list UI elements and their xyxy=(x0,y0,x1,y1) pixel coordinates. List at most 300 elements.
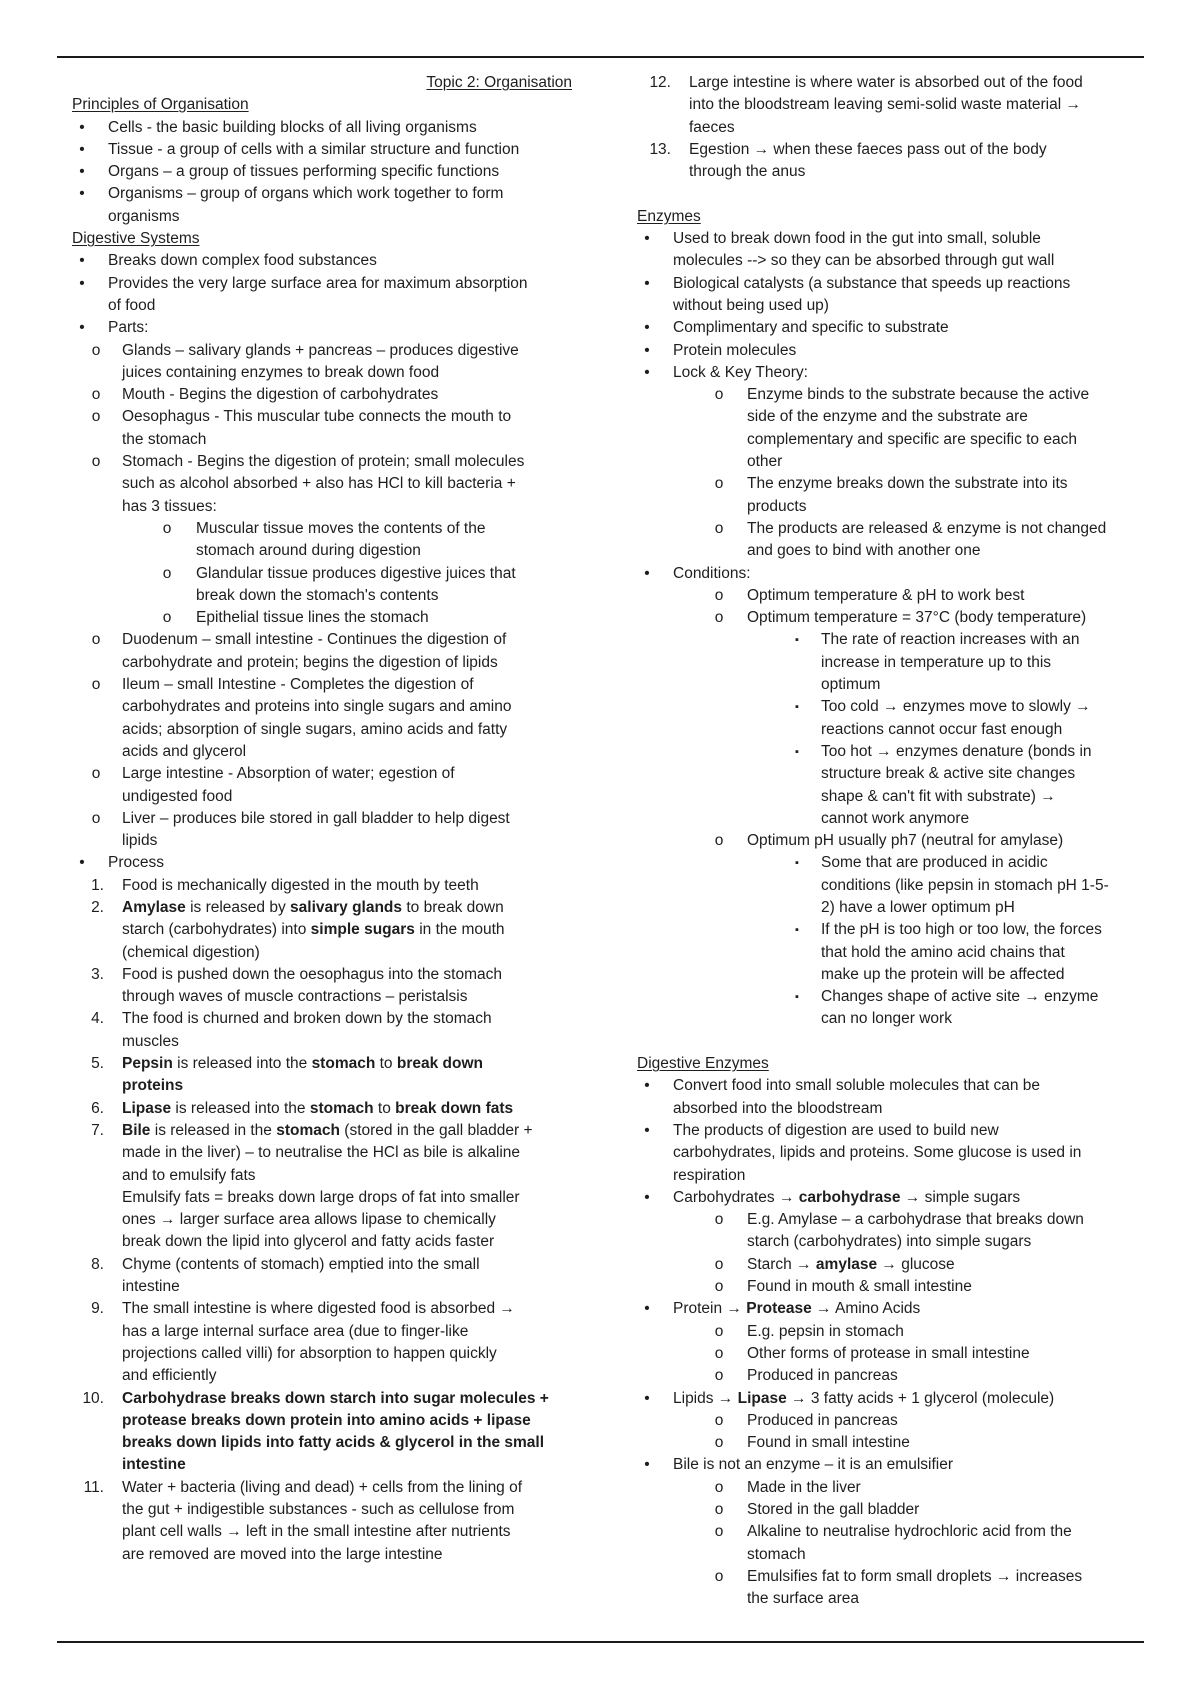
item-text: through waves of muscle contractions – peristalsis xyxy=(122,988,468,1006)
bottom-rule xyxy=(57,1641,1144,1643)
item-text: Epithelial tissue lines the stomach xyxy=(196,609,429,627)
continuation-line xyxy=(72,1321,572,1343)
sub-bullet-item xyxy=(72,808,572,830)
circle-bullet-icon: o xyxy=(162,564,172,582)
item-text: Ileum – small Intestine - Completes the digestion of xyxy=(122,676,474,694)
item-text: ones → larger surface area allows lipase to chemically xyxy=(122,1211,496,1229)
continuation-line xyxy=(72,1365,572,1387)
item-text: The products of digestion are used to build new xyxy=(673,1121,999,1139)
circle-bullet-icon: o xyxy=(714,1278,724,1296)
item-text: increase in temperature up to this xyxy=(821,653,1052,671)
sub-bullet-item xyxy=(637,384,1137,406)
continuation-line xyxy=(72,473,572,495)
item-text: Protein molecules xyxy=(673,341,797,359)
sub-bullet-item xyxy=(72,518,572,540)
item-text: starch (carbohydrates) into simple sugars in the mouth xyxy=(122,921,505,939)
item-text: Protein → Protease → Amino Acids xyxy=(673,1300,921,1318)
numbered-item xyxy=(72,1388,572,1410)
item-text: products xyxy=(747,497,807,515)
item-text: Emulsify fats = breaks down large drops of fat into smaller xyxy=(122,1188,520,1206)
circle-bullet-icon: o xyxy=(714,1523,724,1541)
item-text: Duodenum – small intestine - Continues the digestion of xyxy=(122,631,507,649)
circle-bullet-icon: o xyxy=(714,519,724,537)
square-bullet-item xyxy=(637,629,1137,651)
item-number: 4. xyxy=(91,1010,104,1028)
bullet-item xyxy=(72,317,572,339)
bullet-item xyxy=(637,317,1137,339)
item-text: Found in small intestine xyxy=(747,1434,910,1452)
bullet-item xyxy=(637,563,1137,585)
bullet-item xyxy=(72,117,572,139)
item-text: stomach xyxy=(747,1545,806,1563)
circle-bullet-icon: o xyxy=(714,1344,724,1362)
item-text: Conditions: xyxy=(673,564,751,582)
item-text: such as alcohol absorbed + also has HCl to kill bacteria + xyxy=(122,475,516,493)
continuation-line xyxy=(72,1187,572,1209)
bullet-icon: • xyxy=(79,118,85,136)
item-text: Large intestine is where water is absorbed out of the food xyxy=(689,74,1083,91)
item-text: Tissue - a group of cells with a similar structure and function xyxy=(108,140,520,158)
continuation-line xyxy=(72,741,572,763)
circle-bullet-icon: o xyxy=(714,1567,724,1585)
numbered-item xyxy=(72,1254,572,1276)
item-text: the gut + indigestible substances - such as cellulose from xyxy=(122,1501,515,1518)
item-text: Produced in pancreas xyxy=(747,1411,898,1429)
item-text: Food is mechanically digested in the mouth by teeth xyxy=(122,876,479,894)
item-text: Glands – salivary glands + pancreas – produces digestive xyxy=(122,341,519,359)
continuation-line xyxy=(72,1454,572,1476)
continuation-line xyxy=(637,161,1137,183)
bullet-icon: • xyxy=(644,1077,650,1095)
item-text: Produced in pancreas xyxy=(747,1367,898,1385)
item-text: Food is pushed down the oesophagus into the stomach xyxy=(122,965,503,983)
item-text: proteins xyxy=(122,1077,184,1095)
item-text: Other forms of protease in small intestine xyxy=(747,1344,1030,1362)
numbered-item xyxy=(72,875,572,897)
item-text: Biological catalysts (a substance that speeds up reactions xyxy=(673,274,1071,292)
square-bullet-icon: ▪ xyxy=(795,701,799,714)
continuation-line xyxy=(72,1432,572,1454)
item-text: and efficiently xyxy=(122,1367,217,1385)
item-text: Parts: xyxy=(108,319,149,337)
item-text: Too cold → enzymes move to slowly → xyxy=(821,698,1091,716)
continuation-line xyxy=(72,1521,572,1543)
continuation-line xyxy=(637,942,1137,964)
numbered-item xyxy=(72,1477,572,1499)
section-heading-text: Enzymes xyxy=(637,207,701,225)
bullet-icon: • xyxy=(644,341,650,359)
page-title xyxy=(72,72,572,94)
circle-bullet-icon: o xyxy=(714,832,724,850)
continuation-line xyxy=(72,1343,572,1365)
continuation-line xyxy=(72,1209,572,1231)
circle-bullet-icon: o xyxy=(714,1478,724,1496)
square-bullet-item xyxy=(637,986,1137,1008)
item-text: The enzyme breaks down the substrate into its xyxy=(747,475,1068,493)
item-text: protease breaks down protein into amino acids + lipase xyxy=(122,1411,531,1429)
continuation-line xyxy=(72,719,572,741)
sub-bullet-item xyxy=(637,1521,1137,1543)
circle-bullet-icon: o xyxy=(714,1411,724,1429)
item-number: 5. xyxy=(91,1055,104,1073)
item-text: E.g. pepsin in stomach xyxy=(747,1322,904,1340)
continuation-line xyxy=(637,875,1137,897)
item-text: made in the liver) – to neutralise the HCl as bile is alkaline xyxy=(122,1144,521,1162)
item-text: The products are released & enzyme is not changed xyxy=(747,519,1107,537)
item-text: Stored in the gall bladder xyxy=(747,1501,920,1518)
item-text: Stomach - Begins the digestion of protein; small molecules xyxy=(122,453,525,471)
circle-bullet-icon: o xyxy=(91,341,101,359)
item-text: Liver – produces bile stored in gall bladder to help digest xyxy=(122,809,510,827)
item-text: lipids xyxy=(122,832,158,850)
item-text: Oesophagus - This muscular tube connects the mouth to xyxy=(122,408,512,426)
bullet-item xyxy=(637,1120,1137,1142)
circle-bullet-icon: o xyxy=(714,609,724,627)
item-text: carbohydrates, lipids and proteins. Some glucose is used in xyxy=(673,1144,1082,1162)
item-text: Pepsin is released into the stomach to break down xyxy=(122,1055,483,1073)
item-number: 11. xyxy=(83,1478,104,1496)
item-text: E.g. Amylase – a carbohydrase that breaks down xyxy=(747,1211,1084,1229)
continuation-line xyxy=(72,1231,572,1253)
sub-bullet-item xyxy=(637,1343,1137,1365)
item-text: Found in mouth & small intestine xyxy=(747,1278,972,1296)
item-number: 2. xyxy=(91,898,104,916)
item-text: has 3 tissues: xyxy=(122,497,217,515)
item-text: Glandular tissue produces digestive juices that xyxy=(196,564,516,582)
item-number: 3. xyxy=(91,965,104,983)
spacer xyxy=(637,183,1137,205)
continuation-line xyxy=(72,830,572,852)
continuation-line xyxy=(637,1231,1137,1253)
bullet-item xyxy=(637,340,1137,362)
bullet-icon: • xyxy=(79,185,85,203)
item-text: Lipids → Lipase → 3 fatty acids + 1 glycerol (molecule) xyxy=(673,1389,1055,1407)
item-text: The small intestine is where digested food is absorbed → xyxy=(122,1300,515,1318)
continuation-line xyxy=(637,897,1137,919)
continuation-line xyxy=(72,1142,572,1164)
sub-bullet-item xyxy=(72,763,572,785)
continuation-line xyxy=(637,117,1137,139)
top-rule xyxy=(57,56,1144,58)
item-text: 2) have a lower optimum pH xyxy=(821,898,1015,916)
bullet-item xyxy=(72,183,572,205)
continuation-line xyxy=(72,696,572,718)
item-text: through the anus xyxy=(689,163,806,181)
sub-bullet-item xyxy=(637,1410,1137,1432)
left-column xyxy=(72,72,572,1566)
continuation-line xyxy=(637,496,1137,518)
item-text: Some that are produced in acidic xyxy=(821,854,1048,872)
numbered-item xyxy=(72,1298,572,1320)
continuation-line xyxy=(72,1165,572,1187)
item-text: Muscular tissue moves the contents of the xyxy=(196,519,486,537)
continuation-line xyxy=(72,496,572,518)
continuation-line xyxy=(637,1142,1137,1164)
continuation-line xyxy=(637,451,1137,473)
continuation-line xyxy=(637,1165,1137,1187)
continuation-line xyxy=(637,250,1137,272)
sub-bullet-item xyxy=(637,473,1137,495)
continuation-line xyxy=(72,429,572,451)
numbered-item xyxy=(637,139,1137,161)
item-text: intestine xyxy=(122,1278,180,1296)
circle-bullet-icon: o xyxy=(91,631,101,649)
continuation-line xyxy=(637,763,1137,785)
bullet-item xyxy=(637,1075,1137,1097)
continuation-line xyxy=(72,362,572,384)
item-text: Large intestine - Absorption of water; egestion of xyxy=(122,765,455,783)
item-text: complementary and specific are specific to each xyxy=(747,430,1077,448)
continuation-line xyxy=(637,719,1137,741)
continuation-line xyxy=(72,540,572,562)
bullet-item xyxy=(72,273,572,295)
section-heading xyxy=(72,94,572,116)
continuation-line xyxy=(637,1544,1137,1566)
numbered-item xyxy=(72,1120,572,1142)
sub-bullet-item xyxy=(637,1499,1137,1521)
item-text: Lock & Key Theory: xyxy=(673,363,808,381)
item-text: Made in the liver xyxy=(747,1478,861,1496)
sub-bullet-item xyxy=(72,607,572,629)
bullet-item xyxy=(637,1388,1137,1410)
circle-bullet-icon: o xyxy=(91,453,101,471)
item-text: carbohydrate and protein; begins the digestion of lipids xyxy=(122,653,498,671)
item-text: starch (carbohydrates) into simple sugars xyxy=(747,1233,1032,1251)
numbered-item xyxy=(72,1008,572,1030)
item-number: 6. xyxy=(91,1099,104,1117)
continuation-line xyxy=(72,585,572,607)
circle-bullet-icon: o xyxy=(714,586,724,604)
section-heading-text: Digestive Enzymes xyxy=(637,1055,769,1073)
page-title-text: Topic 2: Organisation xyxy=(426,74,572,91)
item-text: Chyme (contents of stomach) emptied into the small xyxy=(122,1255,480,1273)
bullet-item xyxy=(637,1187,1137,1209)
item-text: into the bloodstream leaving semi-solid waste material → xyxy=(689,96,1081,114)
item-text: of food xyxy=(108,296,156,314)
item-text: Bile is released in the stomach (stored in the gall bladder + xyxy=(122,1121,533,1139)
bullet-icon: • xyxy=(79,319,85,337)
item-text: muscles xyxy=(122,1032,179,1050)
circle-bullet-icon: o xyxy=(714,1367,724,1385)
sub-bullet-item xyxy=(637,1321,1137,1343)
item-text: undigested food xyxy=(122,787,233,805)
circle-bullet-icon: o xyxy=(714,386,724,404)
bullet-item xyxy=(637,1298,1137,1320)
numbered-item xyxy=(72,897,572,919)
item-text: juices containing enzymes to break down food xyxy=(122,363,440,381)
item-text: organisms xyxy=(108,207,180,225)
item-text: acids; absorption of single sugars, amino acids and fatty xyxy=(122,720,508,738)
item-text: Optimum temperature = 37°C (body temperature) xyxy=(747,609,1087,627)
sub-bullet-item xyxy=(72,674,572,696)
circle-bullet-icon: o xyxy=(714,1211,724,1229)
item-text: stomach around during digestion xyxy=(196,542,421,560)
bullet-icon: • xyxy=(644,274,650,292)
item-text: absorbed into the bloodstream xyxy=(673,1099,883,1117)
item-number: 8. xyxy=(91,1255,104,1273)
continuation-line xyxy=(637,786,1137,808)
sub-bullet-item xyxy=(637,1566,1137,1588)
item-number: 10. xyxy=(82,1389,104,1407)
item-text: Bile is not an enzyme – it is an emulsifier xyxy=(673,1456,953,1474)
continuation-line xyxy=(72,919,572,941)
sub-bullet-item xyxy=(72,629,572,651)
item-text: plant cell walls → left in the small intestine after nutrients xyxy=(122,1523,511,1541)
circle-bullet-icon: o xyxy=(714,1322,724,1340)
continuation-line xyxy=(72,1031,572,1053)
item-text: Optimum pH usually ph7 (neutral for amylase) xyxy=(747,832,1064,850)
item-text: Lipase is released into the stomach to break down fats xyxy=(122,1099,514,1117)
bullet-icon: • xyxy=(644,230,650,248)
section-heading xyxy=(637,1053,1137,1075)
continuation-line xyxy=(72,1499,572,1521)
item-text: Complimentary and specific to substrate xyxy=(673,319,949,337)
continuation-line xyxy=(72,1544,572,1566)
item-text: other xyxy=(747,453,783,471)
circle-bullet-icon: o xyxy=(162,519,172,537)
continuation-line xyxy=(72,786,572,808)
item-text: Organisms – group of organs which work together to form xyxy=(108,185,504,203)
section-heading xyxy=(72,228,572,250)
continuation-line xyxy=(637,1588,1137,1610)
item-text: and goes to bind with another one xyxy=(747,542,981,560)
sub-bullet-item xyxy=(637,518,1137,540)
bullet-icon: • xyxy=(644,1121,650,1139)
item-text: break down the lipid into glycerol and fatty acids faster xyxy=(122,1233,495,1251)
item-text: If the pH is too high or too low, the forces xyxy=(821,921,1102,939)
sub-bullet-item xyxy=(637,1276,1137,1298)
bullet-icon: • xyxy=(644,363,650,381)
sub-bullet-item xyxy=(72,563,572,585)
item-text: conditions (like pepsin in stomach pH 1-5- xyxy=(821,876,1109,894)
item-text: make up the protein will be affected xyxy=(821,965,1065,983)
right-column xyxy=(637,72,1137,1610)
sub-bullet-item xyxy=(72,451,572,473)
item-text: without being used up) xyxy=(673,296,829,314)
continuation-line xyxy=(637,652,1137,674)
circle-bullet-icon: o xyxy=(714,1255,724,1273)
square-bullet-item xyxy=(637,919,1137,941)
bullet-icon: • xyxy=(79,163,85,181)
item-number: 12. xyxy=(649,74,671,91)
item-text: The rate of reaction increases with an xyxy=(821,631,1080,649)
item-text: molecules --> so they can be absorbed through gut wall xyxy=(673,252,1055,270)
item-text: Emulsifies fat to form small droplets → increases xyxy=(747,1567,1083,1585)
bullet-item xyxy=(72,139,572,161)
item-text: reactions cannot occur fast enough xyxy=(821,720,1063,738)
item-text: (chemical digestion) xyxy=(122,943,260,961)
bullet-item xyxy=(72,161,572,183)
sub-bullet-item xyxy=(637,1365,1137,1387)
square-bullet-icon: ▪ xyxy=(795,634,799,647)
bullet-item xyxy=(72,250,572,272)
bullet-item xyxy=(637,1454,1137,1476)
bullet-icon: • xyxy=(644,1389,650,1407)
item-text: Amylase is released by salivary glands to break down xyxy=(122,898,504,916)
section-heading-text: Principles of Organisation xyxy=(72,96,249,114)
item-text: breaks down lipids into fatty acids & glycerol in the small xyxy=(122,1434,545,1452)
item-text: Starch → amylase → glucose xyxy=(747,1255,955,1273)
square-bullet-item xyxy=(637,741,1137,763)
item-text: Provides the very large surface area for maximum absorption xyxy=(108,274,528,292)
bullet-icon: • xyxy=(644,564,650,582)
bullet-icon: • xyxy=(79,274,85,292)
continuation-line xyxy=(72,986,572,1008)
item-text: Used to break down food in the gut into small, soluble xyxy=(673,230,1041,248)
numbered-item xyxy=(72,964,572,986)
item-text: projections called villi) for absorption to happen quickly xyxy=(122,1344,497,1362)
circle-bullet-icon: o xyxy=(714,1501,724,1518)
continuation-line xyxy=(637,964,1137,986)
sub-bullet-item xyxy=(637,607,1137,629)
item-text: faeces xyxy=(689,118,735,136)
sub-bullet-item xyxy=(637,1209,1137,1231)
item-text: Mouth - Begins the digestion of carbohydrates xyxy=(122,386,439,404)
bullet-icon: • xyxy=(79,252,85,270)
continuation-line xyxy=(72,206,572,228)
item-text: break down the stomach's contents xyxy=(196,586,439,604)
continuation-line xyxy=(637,674,1137,696)
circle-bullet-icon: o xyxy=(91,765,101,783)
item-text: and to emulsify fats xyxy=(122,1166,256,1184)
continuation-line xyxy=(72,1276,572,1298)
continuation-line xyxy=(72,295,572,317)
numbered-item xyxy=(637,72,1137,94)
item-text: Organs – a group of tissues performing specific functions xyxy=(108,163,500,181)
item-number: 9. xyxy=(91,1300,104,1318)
continuation-line xyxy=(637,406,1137,428)
numbered-item xyxy=(72,1098,572,1120)
continuation-line xyxy=(72,1410,572,1432)
section-heading xyxy=(637,206,1137,228)
circle-bullet-icon: o xyxy=(91,809,101,827)
item-text: Alkaline to neutralise hydrochloric acid from the xyxy=(747,1523,1072,1541)
item-text: carbohydrates and proteins into single sugars and amino xyxy=(122,698,512,716)
square-bullet-icon: ▪ xyxy=(795,991,799,1004)
item-text: structure break & active site changes xyxy=(821,765,1076,783)
item-text: Cells - the basic building blocks of all living organisms xyxy=(108,118,477,136)
item-text: Optimum temperature & pH to work best xyxy=(747,586,1025,604)
sub-bullet-item xyxy=(637,1254,1137,1276)
continuation-line xyxy=(637,808,1137,830)
item-text: the surface area xyxy=(747,1590,860,1608)
item-text: shape & can't fit with substrate) → xyxy=(821,787,1056,805)
item-text: Too hot → enzymes denature (bonds in xyxy=(821,742,1092,760)
bullet-item xyxy=(637,273,1137,295)
bullet-item xyxy=(637,228,1137,250)
continuation-line xyxy=(637,1008,1137,1030)
item-text: side of the enzyme and the substrate are xyxy=(747,408,1028,426)
circle-bullet-icon: o xyxy=(162,609,172,627)
item-text: can no longer work xyxy=(821,1010,952,1028)
item-text: optimum xyxy=(821,676,881,694)
bullet-icon: • xyxy=(644,1300,650,1318)
item-text: Carbohydrase breaks down starch into sugar molecules + xyxy=(122,1389,549,1407)
bullet-item xyxy=(72,852,572,874)
item-text: are removed are moved into the large intestine xyxy=(122,1545,443,1563)
bullet-icon: • xyxy=(79,854,85,872)
continuation-line xyxy=(72,942,572,964)
item-number: 7. xyxy=(91,1121,104,1139)
numbered-item xyxy=(72,1053,572,1075)
bullet-icon: • xyxy=(644,1188,650,1206)
item-text: has a large internal surface area (due to finger-like xyxy=(122,1322,469,1340)
bullet-icon: • xyxy=(644,319,650,337)
item-text: that hold the amino acid chains that xyxy=(821,943,1065,961)
section-heading-text: Digestive Systems xyxy=(72,230,200,248)
item-text: The food is churned and broken down by the stomach xyxy=(122,1010,492,1028)
continuation-line xyxy=(72,652,572,674)
